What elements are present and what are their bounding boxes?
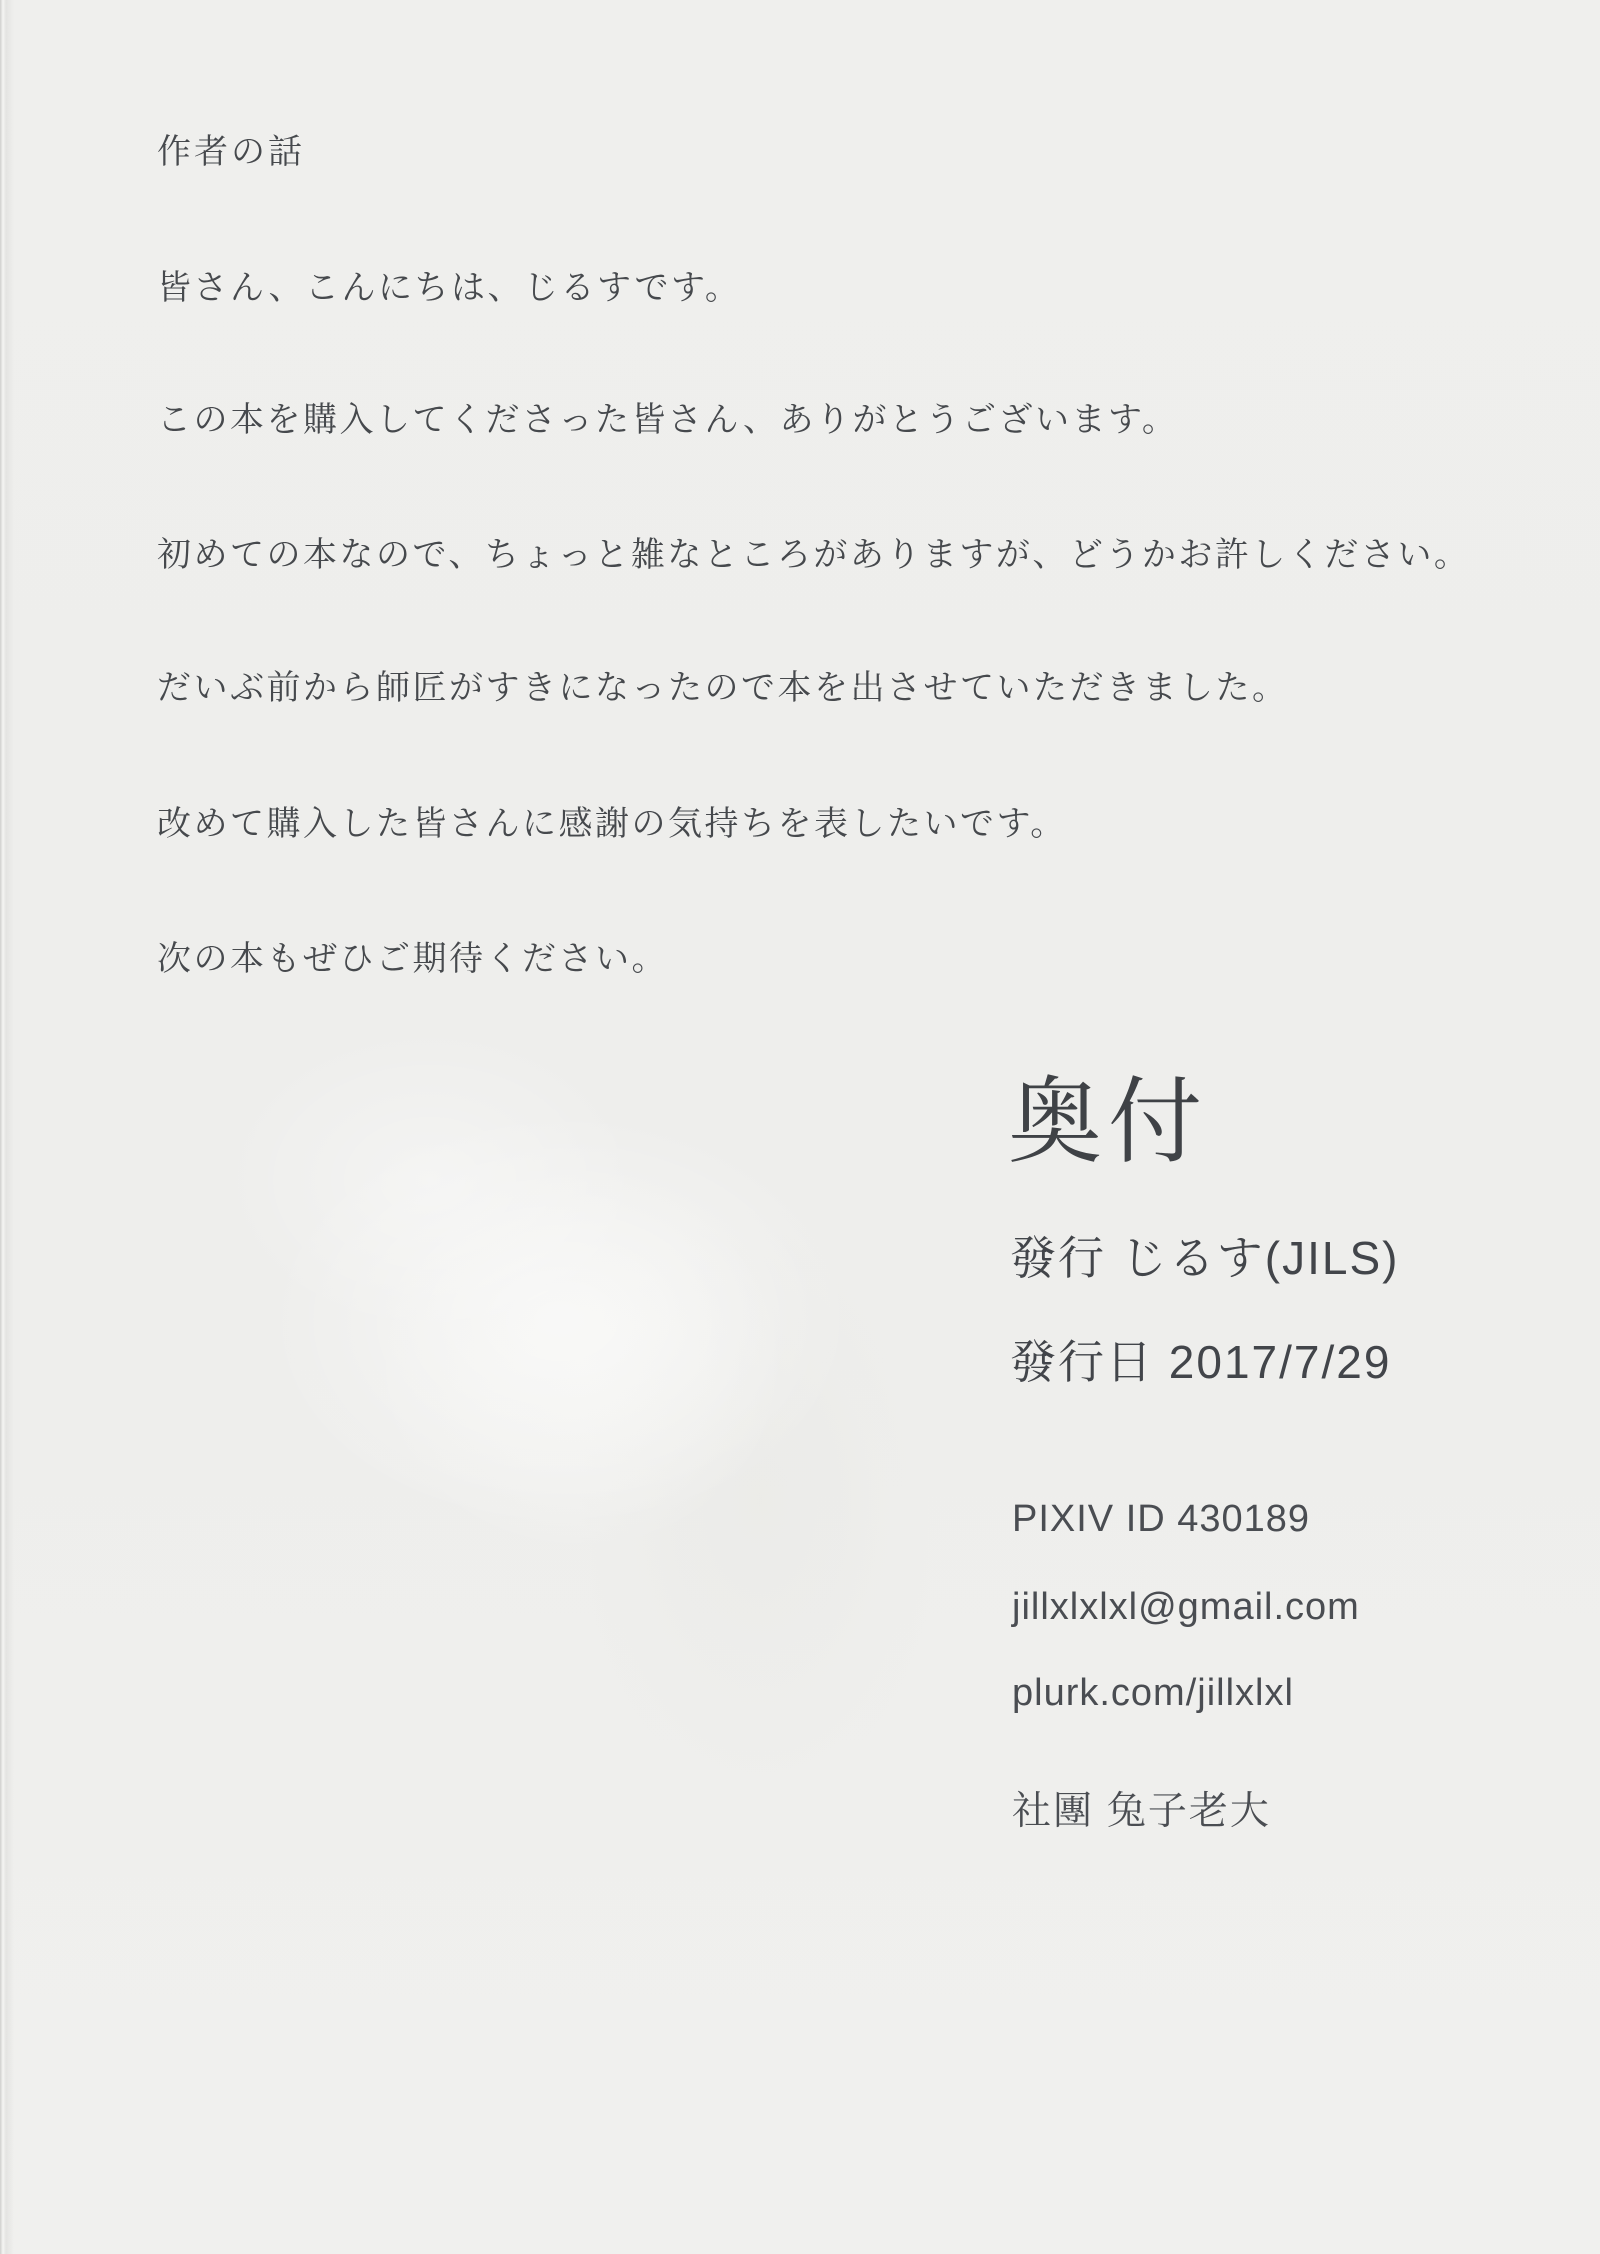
author-note-paragraph: 改めて購入した皆さんに感謝の気持ちを表したいです。 xyxy=(157,805,1067,843)
author-note-heading: 作者の話 xyxy=(157,133,305,171)
ink-showthrough-ghost xyxy=(300,1100,860,1620)
colophon-title: 奥付 xyxy=(1008,1069,1209,1174)
colophon-pixiv-id: PIXIV ID 430189 xyxy=(1012,1498,1311,1540)
author-note-paragraph: 次の本もぜひご期待ください。 xyxy=(157,940,668,978)
colophon-publisher: 發行 じるす(JILS) xyxy=(1010,1232,1400,1284)
author-note-paragraph: 初めての本なので、ちょっと雑なところがありますが、どうかお許しください。 xyxy=(157,536,1471,574)
colophon-publish-date: 發行日 2017/7/29 xyxy=(1010,1336,1392,1388)
colophon-email: jillxlxlxl@gmail.com xyxy=(1012,1586,1360,1628)
author-note-paragraph: この本を購入してくださった皆さん、ありがとうございます。 xyxy=(157,401,1179,439)
author-note-paragraph: 皆さん、こんにちは、じるすです。 xyxy=(157,269,742,307)
colophon-circle-name: 社團 兔子老大 xyxy=(1012,1790,1271,1833)
page-left-edge-shadow xyxy=(0,0,14,2254)
author-note-paragraph: だいぶ前から師匠がすきになったので本を出させていただきました。 xyxy=(157,669,1289,707)
colophon-plurk-url: plurk.com/jillxlxl xyxy=(1012,1672,1294,1714)
